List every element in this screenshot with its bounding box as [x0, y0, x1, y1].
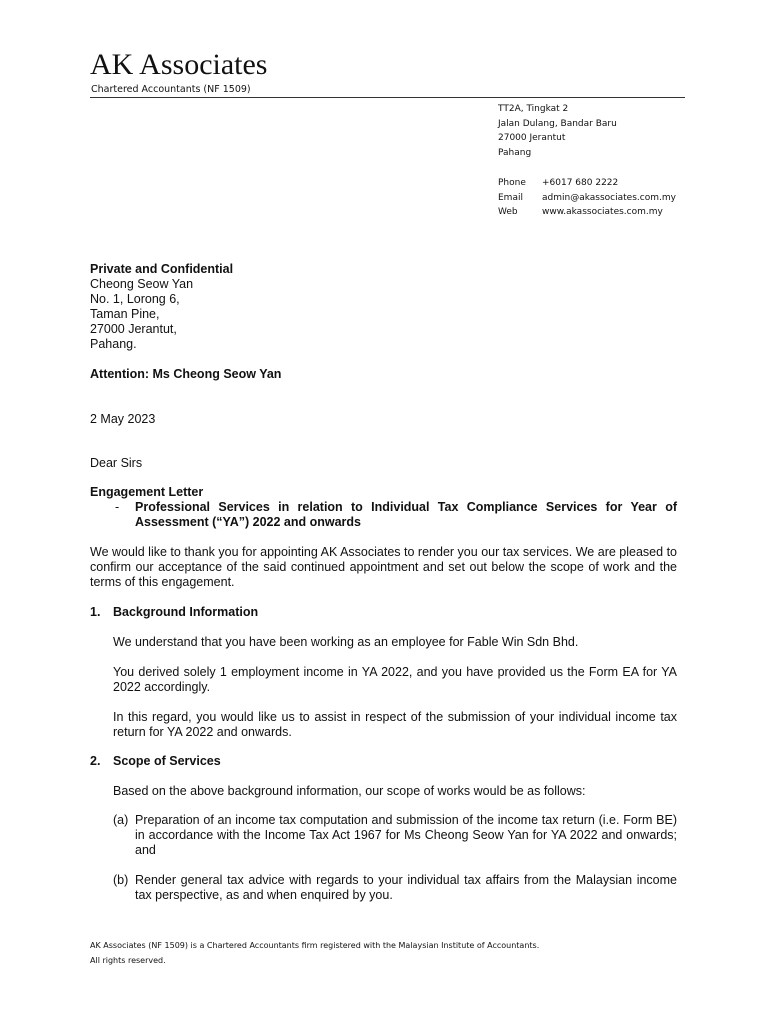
firm-subtitle: Chartered Accountants (NF 1509) [91, 84, 251, 95]
recipient-block [90, 262, 233, 352]
section-paragraph: Based on the above background information, our scope of works would be as follows: [113, 784, 586, 798]
subject-text: Professional Services in relation to Individual Tax Compliance Services for Year of Assessment (“YA”) 2022 and onwards [135, 500, 677, 529]
address-line: 27000 Jerantut [498, 133, 566, 143]
recipient-line: Cheong Seow Yan [90, 277, 194, 291]
section-number: 1. [90, 605, 101, 619]
page-footer [90, 938, 539, 968]
subject-item [90, 500, 677, 530]
recipient-line: Taman Pine, [90, 307, 160, 321]
address-line: TT2A, Tingkat 2 [498, 104, 569, 114]
item-label: (b) [113, 873, 129, 887]
contact-label: Web [498, 207, 518, 217]
letterhead-divider [90, 97, 685, 98]
contact-value: admin@akassociates.com.my [542, 192, 676, 203]
intro-paragraph: We would like to thank you for appointing AK Associates to render you our tax services. We are pleased to confirm our acceptance of the said continued appointment and set out below the scope of work and the terms of this engagement. [90, 545, 677, 589]
section-paragraph: We understand that you have been working as an employee for Fable Win Sdn Bhd. [113, 635, 579, 649]
contact-label: Email [498, 192, 523, 203]
item-text: Preparation of an income tax computation and submission of the income tax return (i.e. Form BE) in accordance with the Income Tax Act 1967 for Ms Cheong Seow Yan for YA 2022 and onwards; and [135, 813, 677, 857]
section-heading [90, 754, 221, 768]
recipient-line: 27000 Jerantut, [90, 322, 177, 336]
section-title: Scope of Services [113, 754, 221, 768]
item-text: Render general tax advice with regards to your individual tax affairs from the Malaysian income tax perspective, as and when enquired by you. [135, 873, 677, 902]
footer-rights: All rights reserved. [90, 956, 166, 965]
section-paragraph: In this regard, you would like us to assist in respect of the submission of your individual income tax return for YA 2022 and onwards. [113, 710, 677, 739]
section-paragraph: You derived solely 1 employment income in YA 2022, and you have provided us the Form EA for YA 2022 accordingly. [113, 665, 677, 694]
scope-item [113, 813, 677, 858]
address-line: Jalan Dulang, Bandar Baru [498, 118, 617, 129]
contact-value: +6017 680 2222 [542, 178, 619, 188]
firm-address [498, 102, 617, 160]
section-number: 2. [90, 754, 101, 768]
scope-item [113, 873, 677, 903]
subject-heading: Engagement Letter [90, 485, 204, 499]
address-line: Pahang [498, 147, 532, 158]
subject-block [90, 485, 677, 530]
section-heading [90, 605, 258, 619]
recipient-line: No. 1, Lorong 6, [90, 292, 180, 306]
item-label: (a) [113, 813, 129, 827]
recipient-line: Pahang. [90, 337, 137, 351]
contact-value: www.akassociates.com.my [542, 207, 663, 217]
firm-name: AK Associates [90, 48, 268, 81]
contact-label: Phone [498, 178, 526, 188]
footer-registration: AK Associates (NF 1509) is a Chartered Accountants firm registered with the Malaysian Institute of Accountants. [90, 941, 540, 950]
section-title: Background Information [113, 605, 259, 619]
bullet-dash: - [115, 500, 120, 514]
contact-email [498, 191, 676, 206]
attention-line: Attention: Ms Cheong Seow Yan [90, 367, 282, 381]
confidential-label: Private and Confidential [90, 262, 234, 276]
salutation: Dear Sirs [90, 456, 143, 470]
firm-contacts [498, 176, 676, 220]
contact-phone [498, 176, 676, 191]
letter-date: 2 May 2023 [90, 412, 156, 426]
contact-web [498, 205, 676, 220]
